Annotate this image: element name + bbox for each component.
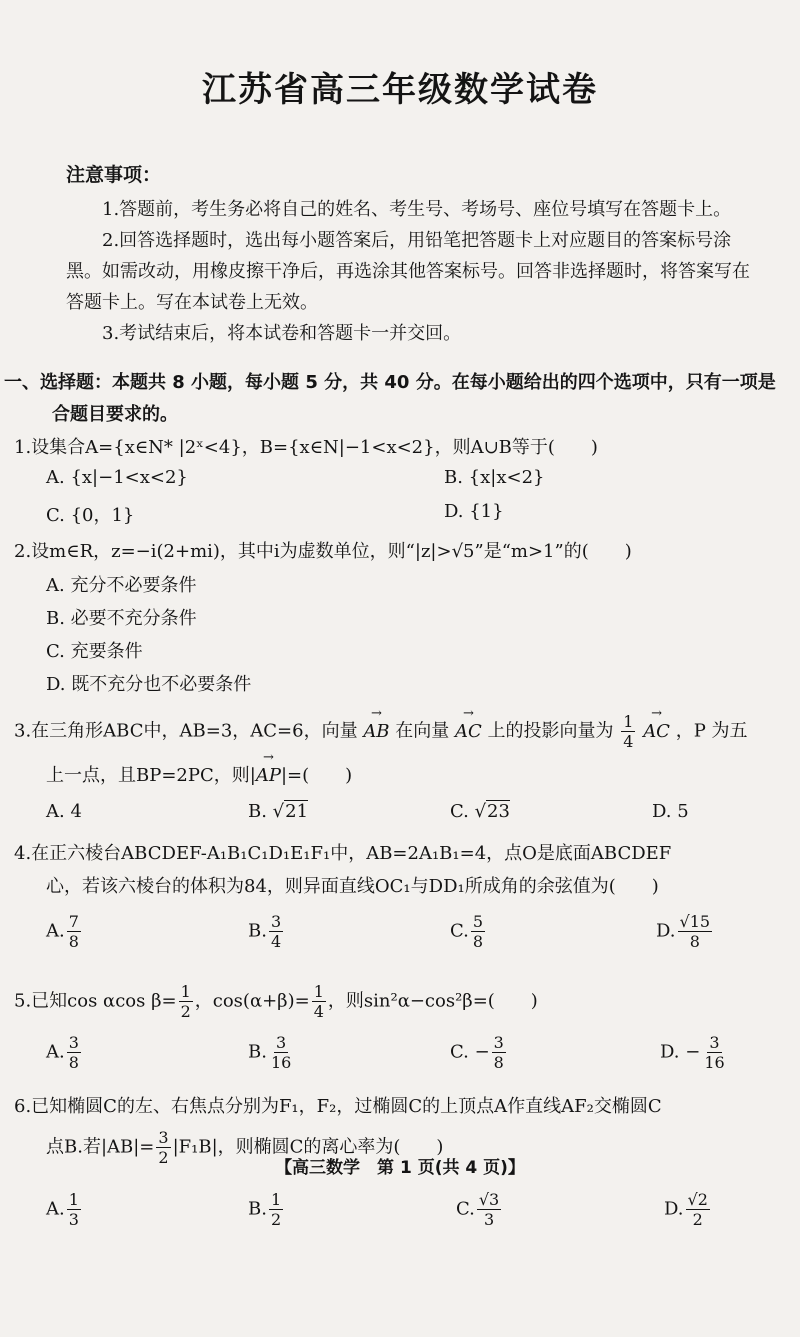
- question-5-option-c: C. − $\frac{3}{8}$: [450, 1033, 504, 1072]
- section-heading: 一、选择题：本题共 8 小题，每小题 5 分，共 40 分。在每小题给出的四个选项中，只有一项是: [4, 372, 776, 393]
- page-footer: 【高三数学 第 1 页(共 4 页)】: [275, 1158, 525, 1178]
- question-4-option-a: A. $\frac{7}{8}$: [46, 912, 79, 951]
- vector-ac-2: → AC: [643, 721, 670, 742]
- question-4-option-d: D. $\frac{√15}{8}$: [656, 912, 711, 951]
- question-4-stem: 4.在正六棱台ABCDEF-A₁B₁C₁D₁E₁F₁中，AB=2A₁B₁=4，点O是底面ABCDEF: [14, 843, 672, 864]
- question-2-option-d: D. 既不充分也不必要条件: [46, 674, 252, 695]
- notice-line-5: 3.考试结束后，将本试卷和答题卡一并交回。: [102, 323, 462, 344]
- question-2-option-a: A. 充分不必要条件: [46, 575, 197, 596]
- question-6-option-d: D. $\frac{√2}{2}$: [664, 1190, 708, 1229]
- question-6-stem: 6.已知椭圆C的左、右焦点分别为F₁，F₂，过椭圆C的上顶点A作直线AF₂交椭圆C: [14, 1096, 662, 1117]
- question-2-option-b: B. 必要不充分条件: [46, 608, 197, 629]
- question-6-line-2: 点B.若|AB|= $\frac{3}{2}$ |F₁B|，则椭圆C的离心率为( ): [46, 1128, 444, 1167]
- question-3-stem: [14, 712, 748, 751]
- q3-text-d: ，P 为五: [675, 720, 748, 742]
- vector-ap: → AP: [256, 765, 281, 786]
- question-5-option-d: D. − $\frac{3}{16}$: [660, 1033, 725, 1072]
- question-6-option-a: A. $\frac{1}{3}$: [46, 1190, 79, 1229]
- question-1-option-d: D. {1}: [444, 501, 504, 522]
- vector-ac: → AC: [455, 721, 482, 742]
- question-1-option-b: B. {x|x<2}: [444, 467, 545, 488]
- question-3-option-c: C. √23: [450, 801, 510, 822]
- question-4-option-b: B. $\frac{3}{4}$: [248, 912, 282, 951]
- question-5-option-b: B. $\frac{3}{16}$: [248, 1033, 292, 1072]
- section-heading-cont: 合题目要求的。: [52, 404, 178, 425]
- notice-line-4: 答题卡上。写在本试卷上无效。: [66, 292, 318, 313]
- q3-fraction: $\frac{1}{4}$: [623, 712, 634, 751]
- q3-text-c: 上的投影向量为: [487, 720, 614, 742]
- question-3-line-2: [46, 761, 352, 787]
- question-3-option-d: D. 5: [652, 801, 689, 822]
- question-4-line-2: 心，若该六棱台的体积为84，则异面直线OC₁与DD₁所成角的余弦值为( ): [46, 876, 659, 897]
- notice-line-3: 黑。如需改动，用橡皮擦干净后，再选涂其他答案标号。回答非选择题时，将答案写在: [66, 261, 750, 282]
- question-2-stem: 2.设m∈R，z=−i(2+mi)，其中i为虚数单位，则“|z|>√5”是“m>1”的( ): [14, 541, 632, 562]
- notice-line-2: 2.回答选择题时，选出每小题答案后，用铅笔把答题卡上对应题目的答案标号涂: [102, 230, 732, 251]
- q3-text-a: 3.在三角形ABC中，AB=3，AC=6，向量: [14, 720, 358, 742]
- q3-line2-b: |=( ): [280, 765, 353, 786]
- notice-line-1: 1.答题前，考生务必将自己的姓名、考生号、考场号、座位号填写在答题卡上。: [102, 199, 732, 220]
- question-3-option-a: A. 4: [46, 801, 82, 822]
- question-1-stem: 1.设集合A={x∈N* |2ˣ<4}，B={x∈N|−1<x<2}，则A∪B等于( ): [14, 437, 598, 458]
- q3-text-b: 在向量: [395, 720, 450, 742]
- question-2-option-c: C. 充要条件: [46, 641, 143, 662]
- question-1-option-a: A. {x|−1<x<2}: [46, 467, 188, 488]
- notice-heading: 注意事项：: [66, 164, 162, 186]
- exam-title: 江苏省高三年级数学试卷: [202, 70, 598, 110]
- question-1-option-c: C. {0，1}: [46, 505, 135, 526]
- question-5-option-a: A. $\frac{3}{8}$: [46, 1033, 79, 1072]
- question-3-option-b: B. √21: [248, 801, 309, 822]
- q3-line2-a: 上一点，且BP=2PC，则|: [46, 765, 256, 786]
- vector-ab: → AB: [363, 721, 389, 742]
- question-5-stem: 5.已知cos αcos β= $\frac{1}{2}$ ，cos(α+β)= $\frac{1}{4}$ ，则sin²α−cos²β=( ): [14, 982, 538, 1021]
- question-6-option-c: C. $\frac{√3}{3}$: [456, 1190, 500, 1229]
- question-6-option-b: B. $\frac{1}{2}$: [248, 1190, 282, 1229]
- question-4-option-c: C. $\frac{5}{8}$: [450, 912, 484, 951]
